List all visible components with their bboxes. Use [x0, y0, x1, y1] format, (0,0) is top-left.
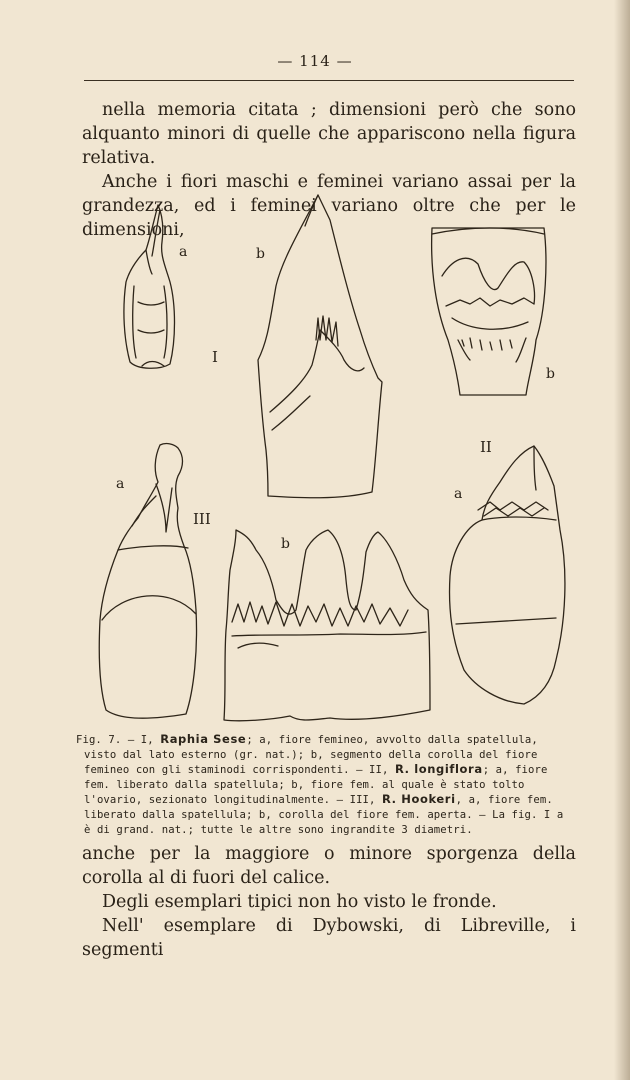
figure-7 — [0, 190, 630, 735]
drawing-III-b — [224, 530, 430, 721]
label-III-b: b — [281, 536, 290, 552]
label-II-b: b — [546, 366, 555, 382]
caption-text-1: ; a, fiore femineo, avvolto dalla spatellula, visto dal lato esterno (gr. nat.); b, segmento della corolla del fiore femineo con gli staminodi corrispondenti. — II, — [84, 734, 538, 777]
label-III-a: a — [116, 476, 125, 492]
label-I-b: b — [256, 246, 265, 262]
drawing-II-a — [450, 446, 565, 704]
label-I-a: a — [179, 244, 188, 260]
paragraph-4: Degli esemplari tipici non ho visto le fronde. — [102, 892, 497, 912]
label-II-a: a — [454, 486, 463, 502]
header-rule — [84, 80, 574, 81]
paragraph-2: Anche i fiori maschi e feminei variano assai per la grandezza, ed i feminei variano oltre che per le dimensioni, — [82, 172, 576, 240]
caption-species-3: R. Hookeri — [382, 792, 456, 807]
paragraph-1: nella memoria citata ; dimensioni però che sono alquanto minori di quelle che appariscono nella figura relativa. — [82, 100, 576, 168]
caption-species-2: R. longiflora — [394, 762, 483, 777]
figure-drawings — [0, 190, 630, 735]
figure-caption — [76, 732, 576, 837]
paragraph-3: anche per la maggiore o minore sporgenza della corolla al di fuori del calice. — [82, 844, 576, 888]
caption-prefix: Fig. 7. — I, — [76, 734, 154, 746]
label-I: I — [212, 348, 218, 366]
drawing-III-a — [99, 444, 196, 719]
page-number: — 114 — — [277, 52, 353, 70]
paragraph-5: Nell' esemplare di Dybowski, di Libreville, i segmenti — [82, 916, 576, 960]
caption-text-2: ; a, fiore fem. liberato dalla spatellula; b, fiore fem. al quale è stato tolto l'ovario, sezionato longitudinalmente. — III, — [84, 764, 548, 807]
caption-text-3: , a, fiore fem. liberato dalla spatellula; b, corolla del fiore fem. aperta. — La fig. I a è di grand. nat.; tutte le altre sono ingrandite 3 diametri. — [84, 794, 564, 836]
label-III: III — [193, 510, 211, 528]
drawing-I-b — [258, 195, 382, 498]
label-II: II — [480, 438, 492, 456]
drawing-II-b — [432, 228, 546, 395]
drawing-I-a — [124, 205, 175, 368]
caption-species-1: Raphia Sese — [160, 732, 247, 746]
bottom-text — [82, 842, 576, 962]
